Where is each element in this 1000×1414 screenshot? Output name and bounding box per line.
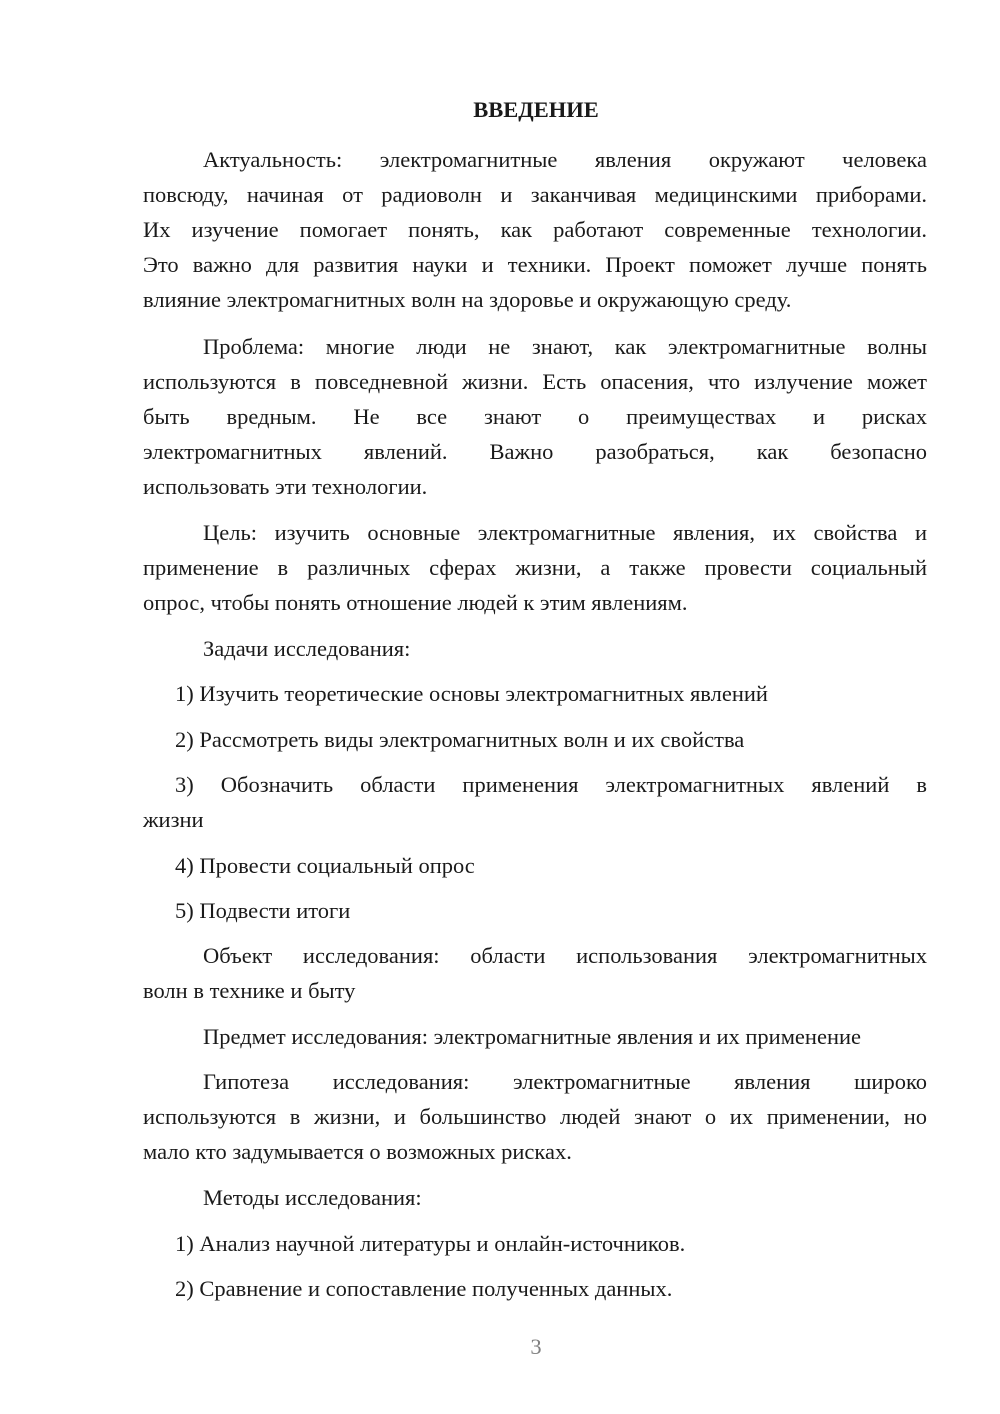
tasks-heading: Задачи исследования:	[203, 636, 411, 661]
paragraph-line: Это важно для развития науки и техники. Проект поможет лучше понять	[143, 252, 927, 277]
paragraph-line: использовать эти технологии.	[143, 474, 428, 499]
paragraph-line: Объект исследования: области использования электромагнитных	[203, 943, 927, 968]
page-number: 3	[530, 1334, 542, 1359]
paragraph-line: повсюду, начиная от радиоволн и заканчивая медицинскими приборами.	[143, 182, 927, 207]
paragraph-line: используются в жизни, и большинство людей знают о их применении, но	[143, 1104, 927, 1129]
task-item: 4) Провести социальный опрос	[175, 853, 475, 878]
paragraph-line: Гипотеза исследования: электромагнитные явления широко	[203, 1069, 927, 1094]
paragraph-line: Актуальность: электромагнитные явления окружают человека	[203, 147, 927, 172]
paragraph-line: Цель: изучить основные электромагнитные явления, их свойства и	[203, 520, 927, 545]
methods-heading: Методы исследования:	[203, 1185, 422, 1210]
paragraph-line: электромагнитных явлений. Важно разобраться, как безопасно	[143, 439, 927, 464]
paragraph-line: влияние электромагнитных волн на здоровье и окружающую среду.	[143, 287, 792, 312]
task-item: 2) Рассмотреть виды электромагнитных волн и их свойства	[175, 727, 745, 752]
method-item: 1) Анализ научной литературы и онлайн-источников.	[175, 1231, 686, 1256]
paragraph-line: применение в различных сферах жизни, а также провести социальный	[143, 555, 927, 580]
paragraph-line: быть вредным. Не все знают о преимуществах и рисках	[143, 404, 927, 429]
task-item: 5) Подвести итоги	[175, 898, 351, 923]
paragraph-line: Их изучение помогает понять, как работают современные технологии.	[143, 217, 927, 242]
paragraph-line: волн в технике и быту	[143, 978, 356, 1003]
task-item-continuation: жизни	[143, 807, 204, 832]
method-item: 2) Сравнение и сопоставление полученных данных.	[175, 1276, 673, 1301]
subject-paragraph: Предмет исследования: электромагнитные явления и их применение	[203, 1024, 862, 1049]
task-item: 3) Обозначить области применения электромагнитных явлений в	[175, 772, 927, 797]
task-item: 1) Изучить теоретические основы электромагнитных явлений	[175, 681, 768, 706]
paragraph-line: опрос, чтобы понять отношение людей к этим явлениям.	[143, 590, 688, 615]
paragraph-line: мало кто задумывается о возможных рисках.	[143, 1139, 572, 1164]
page-title: ВВЕДЕНИЕ	[473, 97, 599, 122]
paragraph-line: Проблема: многие люди не знают, как электромагнитные волны	[203, 334, 927, 359]
paragraph-line: используются в повседневной жизни. Есть опасения, что излучение может	[143, 369, 927, 394]
